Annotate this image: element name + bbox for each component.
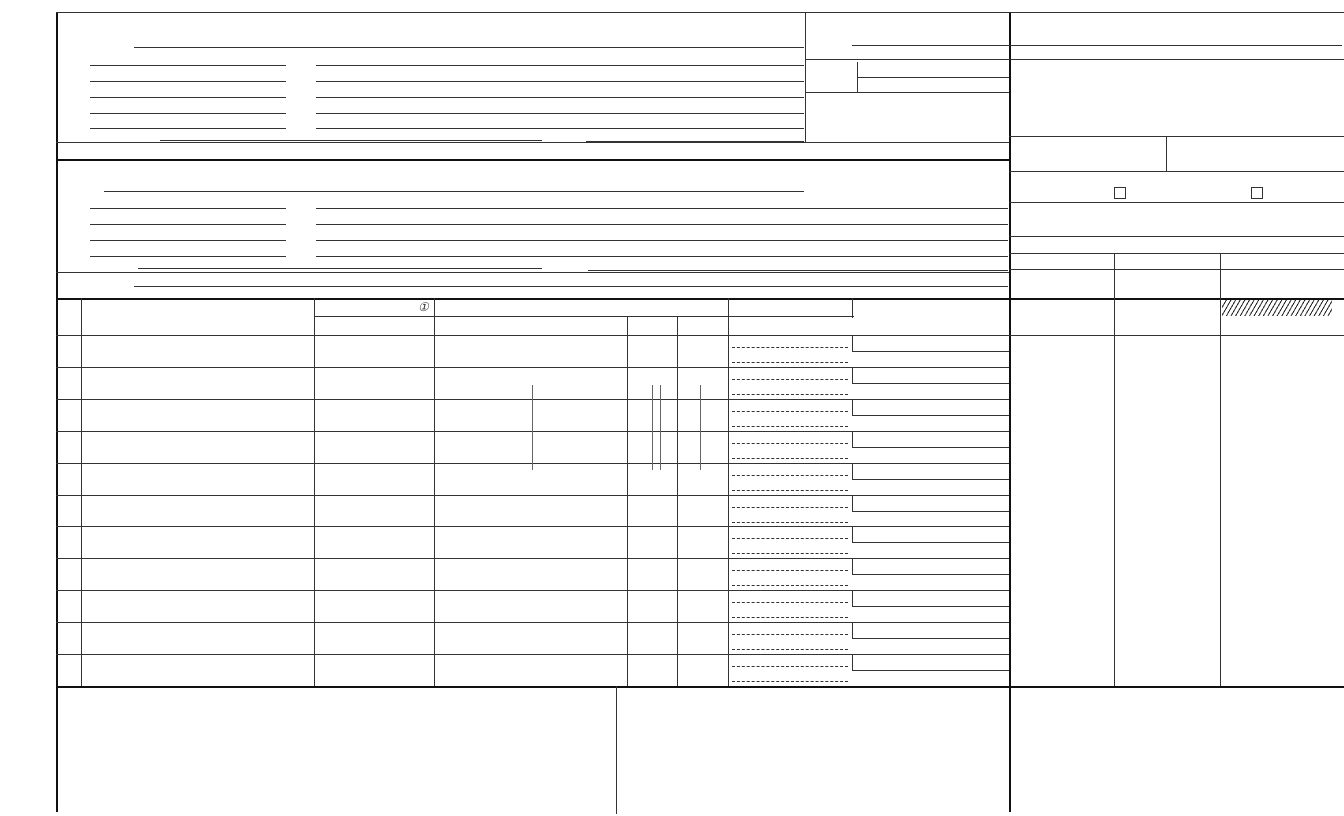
- marriage-date-line: [732, 475, 848, 476]
- marriage-spouse-line: [732, 649, 848, 650]
- marriage-date-line: [732, 443, 848, 444]
- marriage-spouse-line: [732, 585, 848, 586]
- yes-checkbox[interactable]: [1114, 187, 1126, 199]
- ditto-line-county-1: [652, 385, 653, 470]
- marriage-spouse-line: [732, 681, 848, 682]
- left-border: [56, 12, 58, 812]
- marriage-date-line: [732, 538, 848, 539]
- table-row: [56, 367, 1009, 368]
- marriage-date-line: [732, 602, 848, 603]
- marriage-spouse-line: [732, 522, 848, 523]
- marriage-date-line: [732, 666, 848, 667]
- marriage-date-line: [732, 634, 848, 635]
- marriage-date-line: [732, 411, 848, 412]
- husband-name-line: [134, 47, 804, 48]
- when-born-source-mark: ①: [418, 300, 431, 314]
- marriage-spouse-line: [732, 553, 848, 554]
- ditto-line-state: [700, 385, 701, 470]
- marriage-spouse-line: [732, 617, 848, 618]
- top-border: [56, 12, 1344, 13]
- marriage-date-line: [732, 379, 848, 380]
- table-row: [56, 526, 1009, 527]
- sealed-hatch: [1222, 300, 1332, 316]
- marriage-spouse-line: [732, 458, 848, 459]
- marriage-date-line: [732, 570, 848, 571]
- ditto-line-county-2: [660, 385, 661, 470]
- marriage-spouse-line: [732, 362, 848, 363]
- marriage-date-line: [732, 507, 848, 508]
- table-row: [56, 558, 1009, 559]
- table-row: [56, 622, 1009, 623]
- marriage-spouse-line: [732, 394, 848, 395]
- marriage-spouse-line: [732, 426, 848, 427]
- ditto-line-town: [532, 385, 533, 470]
- table-row: [56, 495, 1009, 496]
- no-checkbox[interactable]: [1251, 187, 1263, 199]
- table-row: [56, 590, 1009, 591]
- marriage-spouse-line: [732, 490, 848, 491]
- divider-husband-right: [805, 12, 806, 142]
- table-row: [56, 654, 1009, 655]
- marriage-date-line: [732, 347, 848, 348]
- divider-right-panel: [1009, 12, 1011, 812]
